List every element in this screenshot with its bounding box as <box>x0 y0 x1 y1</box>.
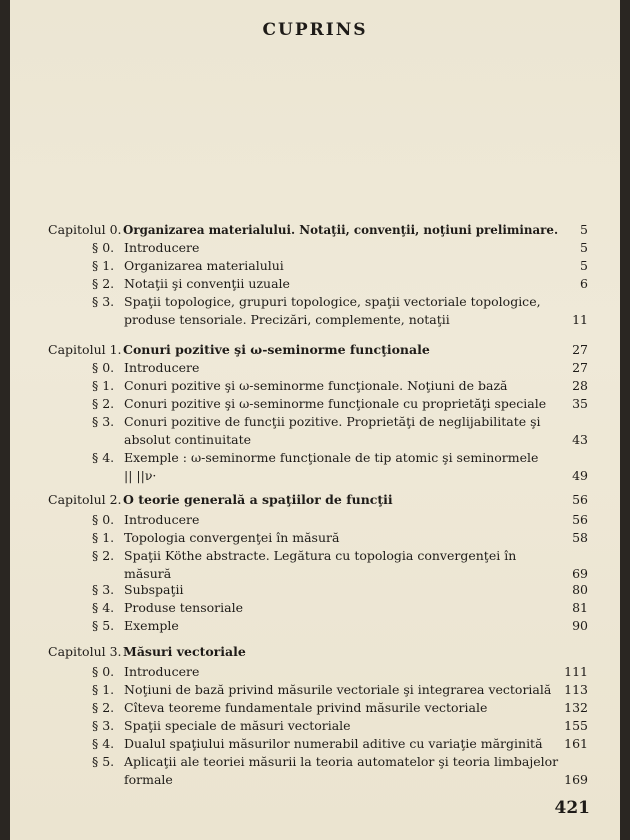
page-number: 27 <box>572 360 588 375</box>
page-folio: 421 <box>554 798 590 818</box>
page-number: 27 <box>572 342 588 357</box>
section-number: § 1. <box>92 378 115 393</box>
section-number: § 3. <box>92 718 115 733</box>
chapter-label: Capitolul 2. <box>48 492 122 507</box>
book-page <box>10 0 620 840</box>
section-number: § 1. <box>92 682 115 697</box>
section-number: § 3. <box>92 294 115 309</box>
chapter-label: Capitolul 1. <box>48 342 122 357</box>
page-number: 69 <box>572 566 588 581</box>
section-title: Conuri pozitive şi ω-seminorme funcţionale cu proprietăţi speciale <box>124 396 547 411</box>
section-number: § 5. <box>92 754 115 769</box>
page-number: 111 <box>564 664 588 679</box>
section-title: Produse tensoriale <box>124 600 243 615</box>
section-title: Notaţii şi convenţii uzuale <box>124 276 290 291</box>
section-title-continued: || ||ν· <box>124 468 157 483</box>
section-title-continued: măsură <box>124 566 172 581</box>
page-number: 113 <box>564 682 588 697</box>
page-number: 56 <box>572 492 588 507</box>
page-number: 169 <box>564 772 588 787</box>
chapter-title: Organizarea materialului. Notaţii, convenţii, noţiuni preliminare. <box>123 222 559 237</box>
section-number: § 1. <box>92 530 115 545</box>
section-number: § 5. <box>92 618 115 633</box>
section-number: § 4. <box>92 736 115 751</box>
section-title: Exemple <box>124 618 179 633</box>
page-number: 6 <box>580 276 588 291</box>
section-title: Spaţii topologice, grupuri topologice, spaţii vectoriale topologice, <box>124 294 541 309</box>
section-title: Introducere <box>124 360 200 375</box>
section-number: § 0. <box>92 240 115 255</box>
section-title: Subspaţii <box>124 582 184 597</box>
section-number: § 0. <box>92 512 115 527</box>
chapter-title: Conuri pozitive şi ω-seminorme funcţionale <box>123 342 430 357</box>
page-number: 58 <box>572 530 588 545</box>
page-number: 5 <box>580 222 588 237</box>
section-title: Aplicaţii ale teoriei măsurii la teoria automatelor şi teoria limbajelor <box>124 754 559 769</box>
section-title: Cîteva teoreme fundamentale privind măsurile vectoriale <box>124 700 488 715</box>
toc-entry <box>92 294 588 330</box>
section-title: Dualul spaţiului măsurilor numerabil aditive cu variaţie mărginită <box>124 736 543 751</box>
toc-entry <box>92 754 588 790</box>
section-title: Spaţii Köthe abstracte. Legătura cu topologia convergenţei în <box>124 548 517 563</box>
page-number: 155 <box>564 718 588 733</box>
page-number: 49 <box>572 468 588 483</box>
page-number: 90 <box>572 618 588 633</box>
toc-entry <box>92 414 588 450</box>
section-number: § 4. <box>92 600 115 615</box>
page-number: 5 <box>580 240 588 255</box>
section-title: Introducere <box>124 512 200 527</box>
section-number: § 0. <box>92 664 115 679</box>
chapter-label: Capitolul 0. <box>48 222 122 237</box>
page-number: 132 <box>564 700 588 715</box>
page-number: 35 <box>572 396 588 411</box>
page-number: 161 <box>564 736 588 751</box>
toc-entry <box>92 548 588 584</box>
section-number: § 2. <box>92 396 115 411</box>
chapter-title: Măsuri vectoriale <box>123 644 246 659</box>
section-number: § 1. <box>92 258 115 273</box>
page-title: CUPRINS <box>262 20 368 40</box>
chapter-label: Capitolul 3. <box>48 644 122 659</box>
page-number: 28 <box>572 378 588 393</box>
section-title-continued: formale <box>124 772 173 787</box>
section-title: Topologia convergenţei în măsură <box>124 530 340 545</box>
section-number: § 2. <box>92 276 115 291</box>
section-number: § 0. <box>92 360 115 375</box>
section-number: § 3. <box>92 582 115 597</box>
section-title: Exemple : ω-seminorme funcţionale de tip atomic şi seminormele <box>124 450 539 465</box>
page-number: 5 <box>580 258 588 273</box>
section-title-continued: absolut continuitate <box>124 432 252 447</box>
toc-entry <box>92 450 588 486</box>
page-number: 80 <box>572 582 588 597</box>
section-number: § 2. <box>92 548 115 563</box>
section-title-continued: produse tensoriale. Precizări, complemente, notaţii <box>124 312 450 327</box>
page-number: 81 <box>572 600 588 615</box>
section-title: Conuri pozitive de funcţii pozitive. Proprietăţi de neglijabilitate şi <box>124 414 541 429</box>
section-number: § 3. <box>92 414 115 429</box>
chapter-title: O teorie generală a spaţiilor de funcţii <box>123 492 393 507</box>
section-title: Introducere <box>124 664 200 679</box>
section-number: § 4. <box>92 450 115 465</box>
section-number: § 2. <box>92 700 115 715</box>
section-title: Noţiuni de bază privind măsurile vectoriale şi integrarea vectorială <box>124 682 552 697</box>
section-title: Conuri pozitive şi ω-seminorme funcţionale. Noţiuni de bază <box>124 378 508 393</box>
section-title: Introducere <box>124 240 200 255</box>
page-number: 11 <box>572 312 588 327</box>
section-title: Organizarea materialului <box>124 258 284 273</box>
page-number: 43 <box>572 432 588 447</box>
section-title: Spaţii speciale de măsuri vectoriale <box>124 718 351 733</box>
page-number: 56 <box>572 512 588 527</box>
